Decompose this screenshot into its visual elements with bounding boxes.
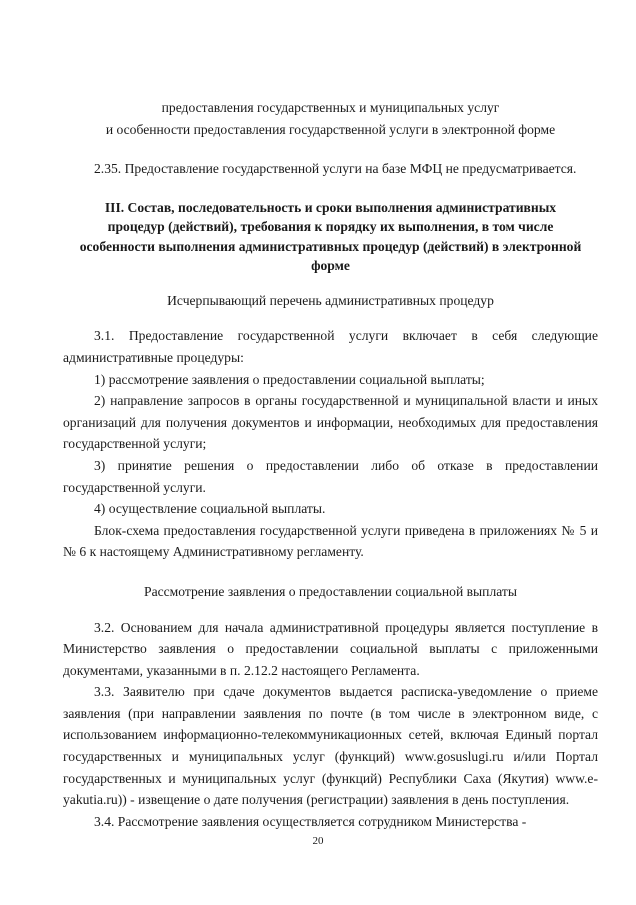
list-item-3: 3) принятие решения о предоставлении либо об отказе в предоставлении государственной услуги.: [63, 457, 598, 495]
subheading-procedures-list: Исчерпывающий перечень административных процедур: [167, 292, 494, 308]
header-line-2: и особенности предоставления государственной услуги в электронной форме: [105, 121, 556, 137]
header-line-1: предоставления государственных и муниципальных услуг: [161, 100, 500, 115]
paragraph-3-4: 3.4. Рассмотрение заявления осуществляется сотрудником Министерства -: [94, 813, 527, 829]
subheading-application-review: Рассмотрение заявления о предоставлении социальной выплаты: [144, 583, 517, 599]
paragraph-2-35: 2.35. Предоставление государственной услуги на базе МФЦ не предусматривается.: [94, 161, 577, 177]
paragraph-3-1: 3.1. Предоставление государственной услуги включает в себя следующие административные процедуры:: [63, 328, 598, 365]
paragraph-block-scheme: Блок-схема предоставления государственной услуги приведена в приложениях № 5 и № 6 к настоящему Административному регламенту.: [63, 522, 598, 560]
section-title: III. Состав, последовательность и сроки выполнения административных процедур (действий), требования к порядку их выполнения, в том числе особенности выполнения административных процедур (действий) в электронной форме: [79, 199, 582, 274]
list-item-4: 4) осуществление социальной выплаты.: [94, 501, 326, 517]
list-item-1: 1) рассмотрение заявления о предоставлении социальной выплаты;: [94, 371, 485, 387]
paragraph-3-3: 3.3. Заявителю при сдаче документов выдается расписка-уведомление о приеме заявления (при направлении заявления по почте (в том числе в электронном виде, с использованием информационно-телекоммуникационных сетей, включая Единый портал государственных и муниципальных услуг (функций) www.gosuslugi.ru и/или Портал государственных и муниципальных услуг (функций) Республики Саха (Якутия) www.e-yakutia.ru)) - извещение о дате получения (регистрации) заявления в день поступления.: [63, 684, 598, 808]
page-number: 20: [312, 835, 324, 847]
list-item-2: 2) направление запросов в органы государственной и муниципальной власти и иных организаций для получения документов и информации, необходимых для предоставления государственной услуги;: [63, 393, 598, 452]
paragraph-3-2: 3.2. Основанием для начала административной процедуры является поступление в Министерство заявления о предоставлении социальной выплаты с приложенными документами, указанными в п. 2.12.2 настоящего Регламента.: [63, 619, 598, 678]
page-content: [63, 97, 598, 832]
